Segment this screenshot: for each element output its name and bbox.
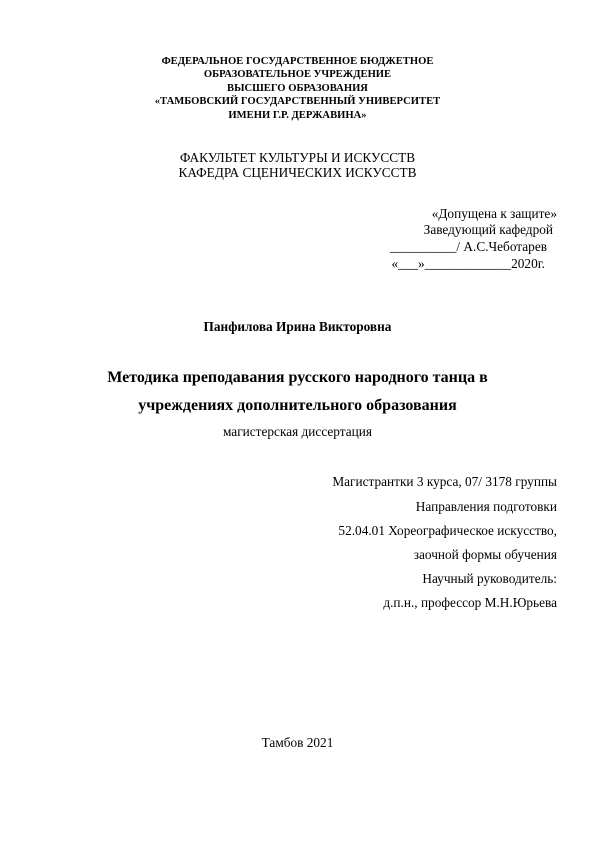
supervisor-name: д.п.н., профессор М.Н.Юрьева [383,595,557,610]
university-line-5: ИМЕНИ Г.Р. ДЕРЖАВИНА» [228,110,367,121]
city-year: Тамбов 2021 [261,735,334,750]
direction-value: 52.04.01 Хореографическое искусство, [338,523,557,538]
study-form: заочной формы обучения [413,547,557,562]
approval-signature: __________/ А.С.Чеботарев [389,239,547,254]
university-line-3: ВЫСШЕГО ОБРАЗОВАНИЯ [227,83,368,94]
student-course: Магистрантки 3 курса, 07/ 3178 группы [332,474,557,489]
faculty-name: ФАКУЛЬТЕТ КУЛЬТУРЫ И ИСКУССТВ [179,150,416,165]
thesis-title-line-1: Методика преподавания русского народного танца в [107,369,488,386]
thesis-type: магистерская диссертация [222,424,372,439]
supervisor-label: Научный руководитель: [422,571,557,586]
department-name: КАФЕДРА СЦЕНИЧЕСКИХ ИСКУССТВ [178,165,417,180]
university-line-4: «ТАМБОВСКИЙ ГОСУДАРСТВЕННЫЙ УНИВЕРСИТЕТ [154,96,441,107]
direction-label: Направления подготовки [415,499,557,514]
university-line-1: ФЕДЕРАЛЬНОЕ ГОСУДАРСТВЕННОЕ БЮДЖЕТНОЕ [161,56,434,67]
thesis-title-line-2: учреждениях дополнительного образования [138,397,457,414]
university-line-2: ОБРАЗОВАТЕЛЬНОЕ УЧРЕЖДЕНИЕ [203,69,392,80]
student-name: Панфилова Ирина Викторовна [203,319,392,334]
approval-date: «___»_____________2020г. [391,256,545,271]
approval-head-title: Заведующий кафедрой [423,222,553,237]
approval-admitted: «Допущена к защите» [431,206,557,221]
